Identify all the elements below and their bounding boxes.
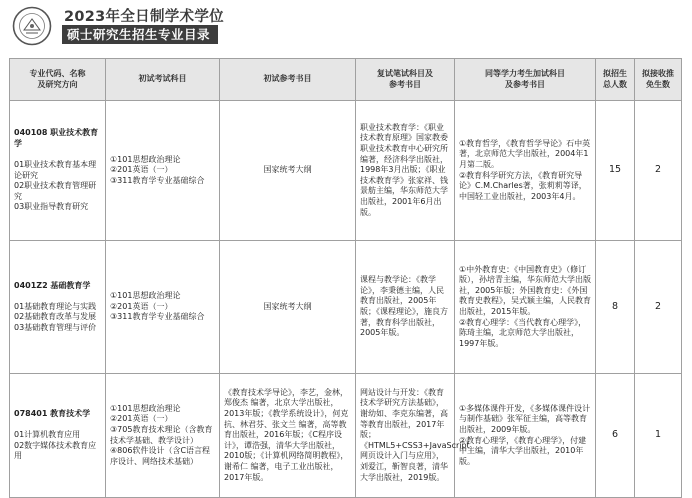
program-catalog-table: [9, 58, 682, 498]
research-directions: 01基础教育理论与实践 02基础教育改革与发展 03基础教育管理与评价: [14, 301, 97, 332]
table-row: [10, 241, 682, 374]
major-cell: [10, 241, 106, 374]
total-count-cell: 15: [596, 101, 635, 241]
exam-books-cell: 国家统考大纲: [220, 241, 356, 374]
page-subtitle-banner: 硕士研究生招生专业目录: [62, 25, 218, 44]
retest-cell: 课程与教学论：《教学论》，李秉德主编，人民教育出版社，2005年版；《课程理论》，施良方著，教育科学出版社，2005年版。: [356, 241, 455, 374]
research-directions: 01计算机教育应用 02数字媒体技术教育应用: [14, 430, 97, 461]
exempt-count-cell: 1: [635, 374, 682, 498]
col-header-retest: 复试笔试科目及 参考书目: [356, 59, 455, 101]
col-header-major: 专业代码、名称 及研究方向: [10, 59, 106, 101]
equivalent-cell: ①教育哲学，《教育哲学导论》石中英著，北京师范大学出版社，2004年1月第二版。 ②教育科学研究方法，《教育研究导论》C.M.Charles著，张莉莉等译，中国轻工业出版社，2003年4月。: [455, 101, 596, 241]
major-name: 040108 职业技术教育学: [14, 128, 99, 148]
retest-cell: 网站设计与开发：《教育技术学研究方法基础》，谢幼如、李克东编著，高等教育出版社，2017年版；《HTML5+CSS3+JavaScript网页设计入门与应用》，刘爱江，靳智良著，清华大学出版社，2019版。: [356, 374, 455, 498]
col-header-exam-books: 初试参考书目: [220, 59, 356, 101]
university-seal-logo: [12, 6, 52, 46]
retest-cell: 职业技术教育学：《职业技术教育原理》国家教委职业技术教育中心研究所编著，经济科学出版社，1998年3月出版；《职业技术教育学》张家祥、钱景舫主编，华东师范大学出版社，2001年6月出版。: [356, 101, 455, 241]
total-count-cell: 6: [596, 374, 635, 498]
exam-subjects-cell: ①101思想政治理论 ②201英语（一） ③311教育学专业基础综合: [106, 241, 220, 374]
page-header: [0, 0, 692, 50]
research-directions: 01职业技术教育基本理论研究 02职业技术教育管理研究 03职业指导教育研究: [14, 159, 97, 212]
exam-subjects-cell: ①101思想政治理论 ②201英语（一） ③311教育学专业基础综合: [106, 101, 220, 241]
table-row: [10, 101, 682, 241]
col-header-exempt: 拟接收推 免生数: [635, 59, 682, 101]
total-count-cell: 8: [596, 241, 635, 374]
major-cell: [10, 374, 106, 498]
col-header-exam-subjects: 初试考试科目: [106, 59, 220, 101]
exempt-count-cell: 2: [635, 101, 682, 241]
exam-subjects-cell: ①101思想政治理论 ②201英语（一） ③705教育技术理论（含教育技术学基础、教学设计） ④806软件设计（含C语言程序设计、网络技术基础）: [106, 374, 220, 498]
major-cell: [10, 101, 106, 241]
col-header-total: 拟招生 总人数: [596, 59, 635, 101]
exempt-count-cell: 2: [635, 241, 682, 374]
exam-books-cell: 国家统考大纲: [220, 101, 356, 241]
page-title: 2023年全日制学术学位: [64, 9, 224, 25]
major-name: 0401Z2 基础教育学: [14, 280, 91, 290]
exam-books-cell: 《教育技术学导论》，李艺，金林，郑俊杰 编著，北京大学出版社，2013年版；《教学系统设计》，何克抗、林君芬、张文兰 编著，高等教育出版社，2016年版；《C程序设计》，谭浩强，清华大学出版社，2010版；《计算机网络简明教程》，谢希仁 编著，电子工业出版社，2017年版。: [220, 374, 356, 498]
equivalent-cell: ①中外教育史：《中国教育史》（修订版），孙培青主编，华东师范大学出版社，2005年版；外国教育史：《外国教育史教程》，吴式颖主编，人民教育出版社，2015年版。 ②教育心理学：《当代教育心理学》，陈琦主编，北京师范大学出版社，1997年版。: [455, 241, 596, 374]
equivalent-cell: ①多媒体课件开发，《多媒体课件设计与制作基础》张军征主编，高等教育出版社，2009年版。 ②教育心理学，《教育心理学》，付建中主编，清华大学出版社，2010年版。: [455, 374, 596, 498]
table-header-row: [10, 59, 682, 101]
major-name: 078401 教育技术学: [14, 409, 91, 419]
table-row: [10, 374, 682, 498]
col-header-equivalent: 同等学力考生加试科目 及参考书目: [455, 59, 596, 101]
